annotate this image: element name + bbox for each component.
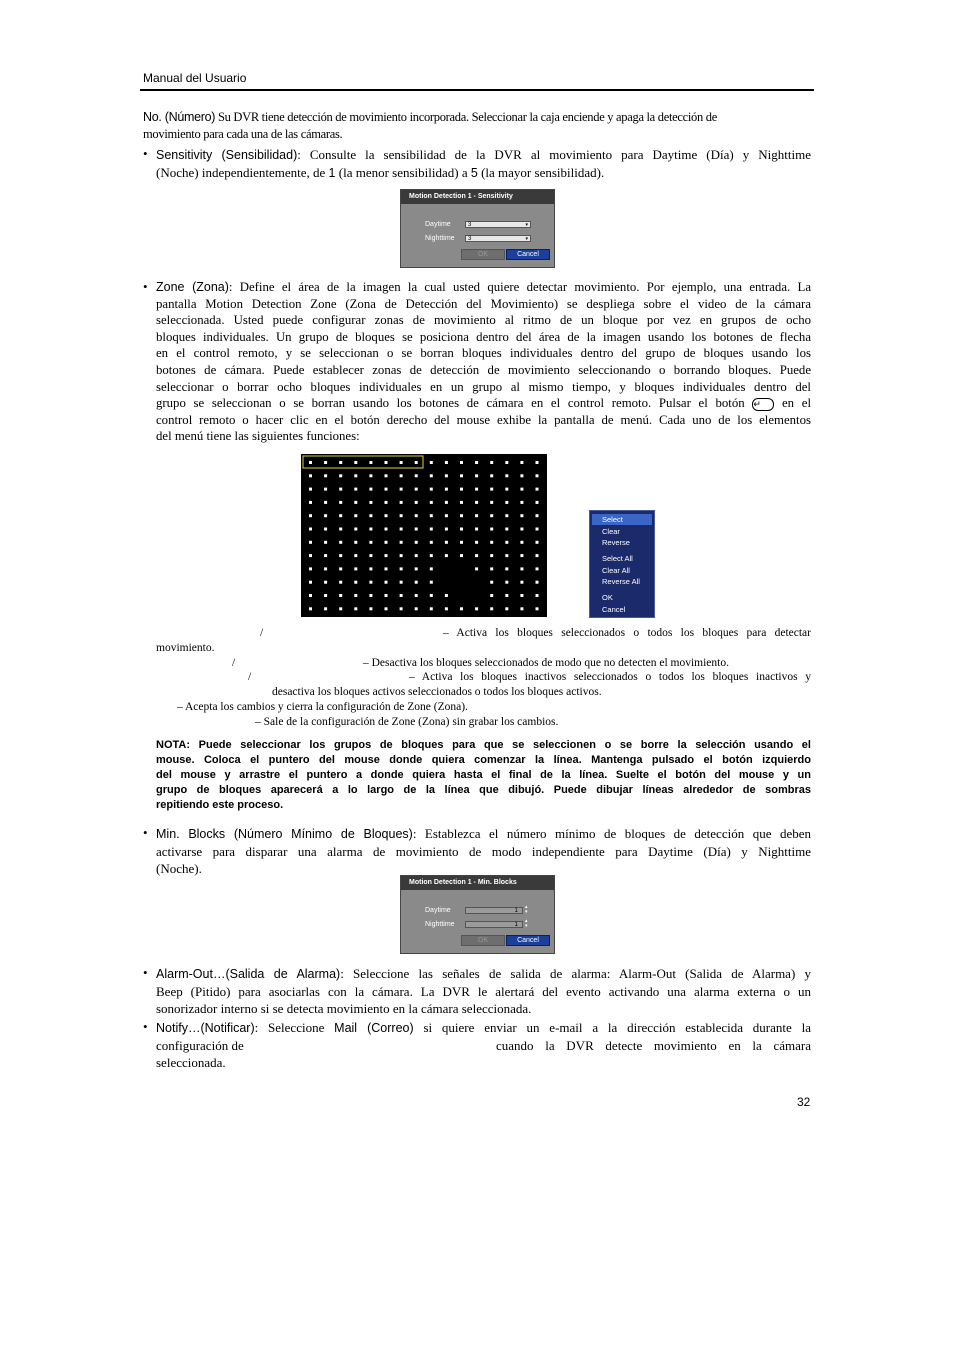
- zone-block[interactable]: [520, 501, 523, 504]
- zone-block[interactable]: [520, 581, 523, 584]
- zone-block[interactable]: [445, 474, 448, 477]
- zone-block[interactable]: [520, 567, 523, 570]
- zone-block[interactable]: [505, 607, 508, 610]
- intro-term: No. (Número): [143, 110, 216, 124]
- nighttime-value: 1: [514, 922, 518, 928]
- zone-block[interactable]: [505, 567, 508, 570]
- zone-block[interactable]: [309, 581, 312, 584]
- zone-block[interactable]: [475, 488, 478, 491]
- daytime-value: 3: [468, 222, 472, 228]
- zone-block[interactable]: [385, 528, 388, 531]
- zone-block[interactable]: [415, 594, 418, 597]
- zone-block[interactable]: [309, 554, 312, 557]
- zone-block[interactable]: [369, 501, 372, 504]
- sensitivity-high: 5: [470, 166, 478, 180]
- zone-block[interactable]: [385, 567, 388, 570]
- chevron-down-icon: ▾: [525, 222, 528, 228]
- select-desc-2: movimiento.: [156, 642, 215, 654]
- intro-paragraph: [143, 109, 811, 143]
- zone-block[interactable]: [339, 581, 342, 584]
- zone-block[interactable]: [520, 607, 523, 610]
- zone-block[interactable]: [354, 541, 357, 544]
- zone-block[interactable]: [309, 501, 312, 504]
- zone-block[interactable]: [520, 541, 523, 544]
- zone-block[interactable]: [505, 501, 508, 504]
- zone-block[interactable]: [339, 514, 342, 517]
- zone-block[interactable]: [430, 488, 433, 491]
- zone-context-menu: [589, 510, 655, 618]
- bullet-sensitivity: •: [143, 146, 148, 161]
- zone-block[interactable]: [475, 541, 478, 544]
- dialog-title: Motion Detection 1 - Min. Blocks: [401, 876, 554, 890]
- zone-block[interactable]: [415, 581, 418, 584]
- zone-block[interactable]: [324, 528, 327, 531]
- zone-block[interactable]: [309, 607, 312, 610]
- zone-block[interactable]: [430, 501, 433, 504]
- zone-block[interactable]: [354, 607, 357, 610]
- zone-block[interactable]: [339, 501, 342, 504]
- zone-block[interactable]: [490, 474, 493, 477]
- zone-block[interactable]: [430, 554, 433, 557]
- notify-line-1b: si quiere enviar un e-mail a la dirección establecida durante la: [413, 1020, 811, 1035]
- zone-block[interactable]: [536, 474, 539, 477]
- daytime-label: Daytime: [425, 221, 451, 228]
- zone-block[interactable]: [520, 488, 523, 491]
- zone-block[interactable]: [520, 594, 523, 597]
- zone-block[interactable]: [354, 461, 357, 464]
- zone-block[interactable]: [445, 514, 448, 517]
- zone-block[interactable]: [520, 474, 523, 477]
- zone-block[interactable]: [536, 501, 539, 504]
- nighttime-spinbox[interactable]: [465, 921, 523, 928]
- menu-item-select-all[interactable]: Select All: [602, 554, 633, 563]
- zone-block[interactable]: [400, 461, 403, 464]
- block-group-cursor[interactable]: [303, 456, 423, 468]
- bullet-min-blocks: •: [143, 825, 148, 840]
- zone-block[interactable]: [324, 514, 327, 517]
- header-rule: [140, 89, 814, 91]
- zone-block[interactable]: [354, 594, 357, 597]
- zone-block[interactable]: [324, 554, 327, 557]
- zone-block[interactable]: [400, 581, 403, 584]
- zone-block[interactable]: [369, 514, 372, 517]
- zone-block[interactable]: [324, 541, 327, 544]
- enter-icon: ↵: [752, 398, 774, 411]
- nighttime-label: Nighttime: [425, 921, 455, 928]
- zone-block[interactable]: [445, 607, 448, 610]
- zone-line: : Define el área de la imagen la cual usted quiere detectar movimiento. Por ejemplo, una entrada. La: [228, 280, 812, 294]
- zone-block[interactable]: [339, 528, 342, 531]
- note-block: [156, 738, 811, 813]
- note-line: del mouse y arrastre el puntero a donde quiera hasta el final de la línea. Suelte el botón del mouse y un: [156, 769, 811, 781]
- zone-block[interactable]: [354, 488, 357, 491]
- zone-block[interactable]: [369, 474, 372, 477]
- zone-block[interactable]: [385, 554, 388, 557]
- zone-block[interactable]: [354, 581, 357, 584]
- zone-block[interactable]: [430, 528, 433, 531]
- zone-block[interactable]: [536, 567, 539, 570]
- zone-block[interactable]: [369, 607, 372, 610]
- zone-block[interactable]: [385, 461, 388, 464]
- zone-block[interactable]: [475, 554, 478, 557]
- zone-block[interactable]: [324, 581, 327, 584]
- zone-block[interactable]: [460, 461, 463, 464]
- page-number: 32: [797, 1095, 811, 1109]
- zone-block[interactable]: [490, 607, 493, 610]
- menu-item-clear[interactable]: Clear: [602, 527, 620, 536]
- zone-block[interactable]: [369, 567, 372, 570]
- clear-slash: /: [232, 657, 236, 669]
- zone-block[interactable]: [354, 514, 357, 517]
- zone-block[interactable]: [339, 474, 342, 477]
- zone-block[interactable]: [536, 607, 539, 610]
- zone-line: seleccionada. Usted puede configurar zonas de movimiento al ritmo de un bloque por vez en grupos de ocho: [156, 313, 811, 328]
- zone-block[interactable]: [385, 501, 388, 504]
- reverse-desc-2: desactiva los bloques activos seleccionados o todos los bloques activos.: [272, 686, 602, 698]
- sensitivity-paragraph: [156, 146, 811, 182]
- zone-block[interactable]: [415, 461, 418, 464]
- sensitivity-term: Sensitivity (Sensibilidad): [156, 148, 298, 162]
- zone-block[interactable]: [309, 514, 312, 517]
- zone-block[interactable]: [490, 528, 493, 531]
- zone-block[interactable]: [309, 567, 312, 570]
- zone-block[interactable]: [415, 474, 418, 477]
- zone-block[interactable]: [339, 488, 342, 491]
- intro-text-2: movimiento para cada una de las cámaras.: [143, 127, 343, 141]
- zone-block[interactable]: [490, 501, 493, 504]
- intro-text: Su DVR tiene detección de movimiento incorporada. Seleccionar la caja enciende y apaga la detección de: [217, 110, 717, 124]
- zone-block[interactable]: [536, 594, 539, 597]
- zone-block[interactable]: [339, 567, 342, 570]
- zone-line: pantalla Motion Detection Zone (Zona de Detección del Movimiento) se despliega sobre el video de la cámara: [156, 296, 811, 311]
- zone-block[interactable]: [505, 474, 508, 477]
- nighttime-select[interactable]: [465, 235, 531, 242]
- sensitivity-low: 1: [328, 166, 336, 180]
- zone-block[interactable]: [415, 528, 418, 531]
- zone-block[interactable]: [475, 514, 478, 517]
- min-blocks-line-3: (Noche).: [156, 861, 202, 876]
- zone-block[interactable]: [490, 488, 493, 491]
- zone-block[interactable]: [536, 554, 539, 557]
- spinner-arrows-icon[interactable]: ▴ ▾: [525, 905, 528, 915]
- zone-block[interactable]: [430, 474, 433, 477]
- zone-block[interactable]: [536, 541, 539, 544]
- zone-block[interactable]: [309, 461, 312, 464]
- zone-block[interactable]: [430, 541, 433, 544]
- zone-block[interactable]: [490, 461, 493, 464]
- zone-block[interactable]: [445, 541, 448, 544]
- zone-block[interactable]: [324, 474, 327, 477]
- zone-block[interactable]: [415, 567, 418, 570]
- zone-block[interactable]: [505, 541, 508, 544]
- zone-block[interactable]: [324, 607, 327, 610]
- zone-paragraph: [156, 279, 811, 445]
- zone-block[interactable]: [490, 567, 493, 570]
- zone-block[interactable]: [490, 581, 493, 584]
- zone-block[interactable]: [324, 501, 327, 504]
- zone-block[interactable]: [324, 488, 327, 491]
- zone-line: en el control remoto, y se seleccionan o se borran bloques individuales dentro del grupo de bloques usando los: [156, 346, 811, 361]
- daytime-value: 1: [514, 908, 518, 914]
- zone-block[interactable]: [309, 541, 312, 544]
- daytime-label: Daytime: [425, 907, 451, 914]
- zone-block[interactable]: [475, 474, 478, 477]
- zone-block[interactable]: [460, 474, 463, 477]
- clear-desc: – Desactiva los bloques seleccionados de modo que no detecten el movimiento.: [363, 657, 729, 669]
- zone-block[interactable]: [309, 488, 312, 491]
- ok-desc: – Acepta los cambios y cierra la configuración de Zone (Zona).: [177, 701, 468, 713]
- zone-block[interactable]: [460, 528, 463, 531]
- zone-block[interactable]: [339, 607, 342, 610]
- zone-block[interactable]: [536, 514, 539, 517]
- zone-block[interactable]: [309, 528, 312, 531]
- zone-block[interactable]: [445, 554, 448, 557]
- zone-block[interactable]: [369, 541, 372, 544]
- zone-block[interactable]: [520, 461, 523, 464]
- zone-block[interactable]: [505, 514, 508, 517]
- zone-block[interactable]: [400, 607, 403, 610]
- zone-block[interactable]: [339, 541, 342, 544]
- motion-zone-grid[interactable]: [301, 454, 547, 617]
- dialog-title: Motion Detection 1 - Sensitivity: [401, 190, 554, 204]
- zone-block[interactable]: [369, 461, 372, 464]
- menu-item-select[interactable]: Select: [602, 515, 623, 524]
- zone-block[interactable]: [385, 514, 388, 517]
- nighttime-value: 3: [468, 236, 472, 242]
- zone-block[interactable]: [415, 541, 418, 544]
- zone-block[interactable]: [475, 567, 478, 570]
- notify-line-2b: cuando la DVR detecte movimiento en la cámara: [496, 1038, 811, 1053]
- zone-block[interactable]: [415, 607, 418, 610]
- zone-block[interactable]: [445, 594, 448, 597]
- reverse-slash: /: [248, 671, 252, 683]
- zone-block[interactable]: [400, 488, 403, 491]
- zone-block[interactable]: [505, 488, 508, 491]
- chevron-down-icon: ▾: [525, 236, 528, 242]
- zone-block[interactable]: [505, 594, 508, 597]
- sensitivity-line-2c: (la mayor sensibilidad).: [477, 165, 605, 180]
- zone-block[interactable]: [460, 501, 463, 504]
- zone-block[interactable]: [354, 501, 357, 504]
- zone-block[interactable]: [400, 474, 403, 477]
- zone-block[interactable]: [354, 474, 357, 477]
- note-line: mouse. Coloca el puntero del mouse donde quiera comenzar la línea. Mantenga pulsado el botón izquierdo: [156, 754, 811, 766]
- notify-mail: Mail (Correo): [334, 1021, 414, 1035]
- zone-block[interactable]: [445, 528, 448, 531]
- spinner-arrows-icon[interactable]: ▴ ▾: [525, 919, 528, 929]
- zone-block[interactable]: [354, 528, 357, 531]
- zone-line: botones de cámara. Puede establecer zonas de detección de movimiento seleccionando o borrando bloques. Puede: [156, 362, 811, 377]
- bullet-notify: •: [143, 1019, 148, 1034]
- sensitivity-line-2b: (la menor sensibilidad) a: [335, 165, 471, 180]
- note-line: repitiendo este proceso.: [156, 799, 284, 811]
- zone-block[interactable]: [415, 554, 418, 557]
- sensitivity-line-1: : Consulte la sensibilidad de la DVR al movimiento para Daytime (Día) y Nighttime: [297, 147, 811, 162]
- cancel-button[interactable]: Cancel: [506, 249, 550, 260]
- zone-block[interactable]: [490, 514, 493, 517]
- note-line: NOTA: Puede seleccionar los grupos de bloques para que se seleccionen o se borre la selección usando el: [156, 739, 811, 751]
- zone-block[interactable]: [385, 607, 388, 610]
- zone-block[interactable]: [445, 501, 448, 504]
- zone-block[interactable]: [430, 567, 433, 570]
- zone-block[interactable]: [520, 554, 523, 557]
- zone-block[interactable]: [369, 581, 372, 584]
- bullet-zone: •: [143, 279, 148, 294]
- running-header: Manual del Usuario: [143, 71, 247, 85]
- zone-block[interactable]: [400, 567, 403, 570]
- zone-block[interactable]: [460, 514, 463, 517]
- zone-block[interactable]: [475, 607, 478, 610]
- zone-block[interactable]: [430, 594, 433, 597]
- menu-item-reverse[interactable]: Reverse: [602, 538, 630, 547]
- bullet-alarm-out: •: [143, 965, 148, 980]
- ok-button[interactable]: OK: [461, 935, 505, 946]
- zone-block[interactable]: [445, 488, 448, 491]
- zone-block[interactable]: [354, 567, 357, 570]
- daytime-select[interactable]: [465, 221, 531, 228]
- min-blocks-dialog: [400, 875, 555, 954]
- nighttime-label: Nighttime: [425, 235, 455, 242]
- zone-block[interactable]: [536, 528, 539, 531]
- notify-term: Notify…(Notificar): [156, 1021, 255, 1035]
- sensitivity-dialog: [400, 189, 555, 268]
- zone-block[interactable]: [490, 554, 493, 557]
- zone-line: bloques individuales. Un grupo de bloques se posiciona dentro del área de la imagen usando los botones de flecha: [156, 329, 811, 344]
- zone-block[interactable]: [460, 488, 463, 491]
- cancel-desc: – Sale de la configuración de Zone (Zona) sin grabar los cambios.: [255, 716, 559, 728]
- alarm-out-line-1: : Seleccione las señales de salida de alarma: Alarm-Out (Salida de Alarma) y: [340, 966, 811, 981]
- zone-block[interactable]: [309, 594, 312, 597]
- zone-block[interactable]: [415, 501, 418, 504]
- zone-block[interactable]: [430, 607, 433, 610]
- zone-block[interactable]: [339, 594, 342, 597]
- zone-block[interactable]: [445, 461, 448, 464]
- notify-line-1a: : Seleccione: [254, 1020, 335, 1035]
- notify-paragraph: [156, 1019, 811, 1071]
- zone-block[interactable]: [369, 554, 372, 557]
- daytime-spinbox[interactable]: [465, 907, 523, 914]
- zone-block[interactable]: [475, 501, 478, 504]
- zone-block[interactable]: [536, 461, 539, 464]
- zone-line: grupo se seleccionan o se borran usando los botones de cámara en el control remoto. Pulsar el botón: [156, 396, 745, 411]
- zone-block[interactable]: [400, 501, 403, 504]
- zone-block[interactable]: [475, 528, 478, 531]
- zone-block[interactable]: [460, 554, 463, 557]
- zone-block[interactable]: [400, 514, 403, 517]
- reverse-desc: – Activa los bloques inactivos seleccionados o todos los bloques inactivos y: [409, 671, 811, 683]
- zone-block[interactable]: [369, 488, 372, 491]
- zone-block[interactable]: [415, 488, 418, 491]
- zone-block[interactable]: [400, 594, 403, 597]
- zone-block[interactable]: [400, 528, 403, 531]
- menu-item-clear-all[interactable]: Clear All: [602, 566, 630, 575]
- menu-item-ok[interactable]: OK: [602, 593, 613, 602]
- select-slash: /: [260, 627, 264, 639]
- zone-block[interactable]: [536, 488, 539, 491]
- menu-item-reverse-all[interactable]: Reverse All: [602, 577, 640, 586]
- zone-block[interactable]: [400, 554, 403, 557]
- zone-block[interactable]: [430, 581, 433, 584]
- min-blocks-term: Min. Blocks (Número Mínimo de Bloques): [156, 827, 413, 841]
- zone-block[interactable]: [324, 461, 327, 464]
- min-blocks-paragraph: [156, 825, 811, 877]
- zone-block[interactable]: [475, 461, 478, 464]
- min-blocks-line-2: activarse para disparar una alarma de movimiento de modo independiente para Daytime (Día) y Nighttime: [156, 844, 811, 859]
- zone-after-icon: en el: [782, 396, 811, 411]
- zone-block[interactable]: [324, 594, 327, 597]
- zone-block[interactable]: [505, 581, 508, 584]
- zone-block[interactable]: [430, 514, 433, 517]
- zone-block[interactable]: [309, 474, 312, 477]
- menu-item-cancel[interactable]: Cancel: [602, 605, 626, 614]
- sensitivity-line-2a: (Noche) independientemente, de: [156, 165, 329, 180]
- zone-block[interactable]: [490, 594, 493, 597]
- zone-block[interactable]: [369, 528, 372, 531]
- note-line: grupo de bloques aparecerá a lo largo de la línea que dibujó. Puede dibujar líneas alrededor de sombras: [156, 784, 811, 796]
- alarm-out-term: Alarm-Out…(Salida de Alarma): [156, 967, 341, 981]
- alarm-out-line-2: Beep (Pitido) para asociarlas con la cámara. La DVR le alertará del evento activando una alarma externa o un: [156, 984, 811, 999]
- zone-block[interactable]: [385, 541, 388, 544]
- zone-block[interactable]: [385, 474, 388, 477]
- zone-block[interactable]: [354, 554, 357, 557]
- zone-block[interactable]: [385, 488, 388, 491]
- zone-block[interactable]: [460, 541, 463, 544]
- zone-line: del menú tiene las siguientes funciones:: [156, 429, 360, 444]
- min-blocks-line-1: : Establezca el número mínimo de bloques de detección que deben: [412, 826, 811, 841]
- zone-line: seleccionar o borrar ocho bloques individuales en un grupo al mismo tiempo, y bloques individuales dentro del: [156, 379, 811, 394]
- zone-line: control remoto o hacer clic en el botón derecho del mouse exhibe la pantalla de menú. Cada uno de los elementos: [156, 412, 811, 427]
- zone-block[interactable]: [536, 581, 539, 584]
- zone-block[interactable]: [385, 581, 388, 584]
- zone-block[interactable]: [324, 567, 327, 570]
- zone-block[interactable]: [520, 514, 523, 517]
- select-desc: – Activa los bloques seleccionados o todos los bloques para detectar: [443, 627, 811, 639]
- zone-block[interactable]: [490, 541, 493, 544]
- cancel-button[interactable]: Cancel: [506, 935, 550, 946]
- zone-block[interactable]: [430, 461, 433, 464]
- alarm-out-line-3: sonorizador interno si se detecta movimiento en la cámara seleccionada.: [156, 1001, 532, 1016]
- zone-block[interactable]: [505, 528, 508, 531]
- alarm-out-paragraph: [156, 965, 811, 1017]
- zone-block[interactable]: [385, 594, 388, 597]
- zone-block[interactable]: [415, 514, 418, 517]
- zone-block[interactable]: [520, 528, 523, 531]
- zone-block[interactable]: [505, 461, 508, 464]
- zone-block[interactable]: [339, 554, 342, 557]
- zone-block[interactable]: [400, 541, 403, 544]
- notify-line-3: seleccionada.: [156, 1055, 226, 1070]
- zone-term: Zone (Zona): [156, 280, 229, 294]
- zone-block[interactable]: [339, 461, 342, 464]
- notify-line-2a: configuración de: [156, 1038, 244, 1053]
- zone-block[interactable]: [505, 554, 508, 557]
- zone-block[interactable]: [369, 594, 372, 597]
- ok-button[interactable]: OK: [461, 249, 505, 260]
- zone-grid-svg: [301, 454, 547, 617]
- zone-block[interactable]: [460, 607, 463, 610]
